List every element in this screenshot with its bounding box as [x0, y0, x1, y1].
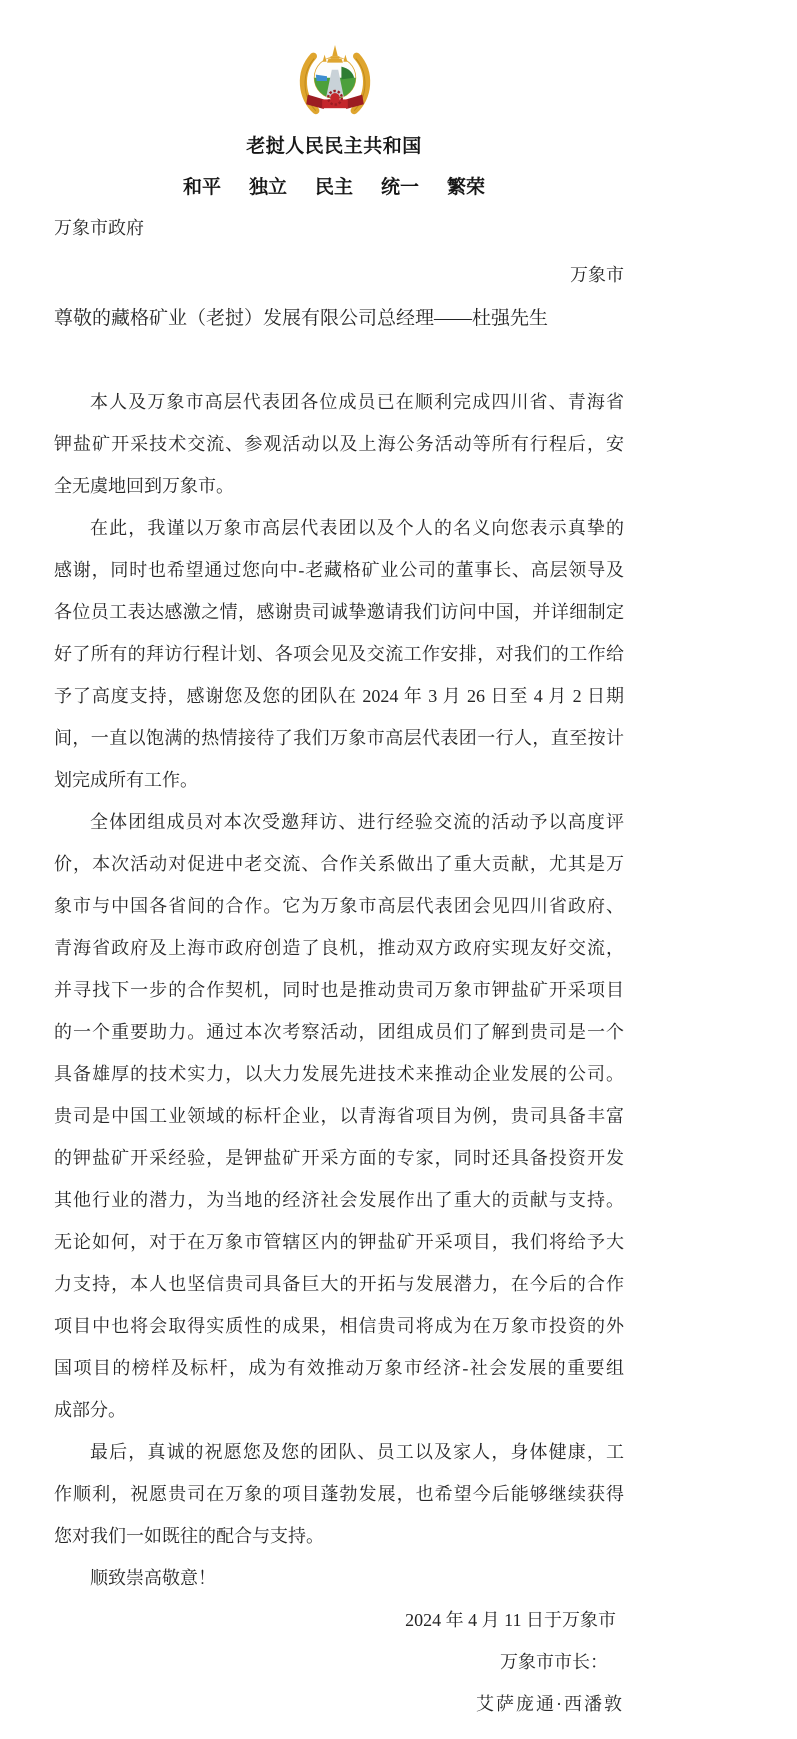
sender-organization: 万象市政府 — [54, 218, 144, 238]
body-line: 全无虞地回到万象市。 — [54, 476, 234, 496]
motto-word-democracy: 民主 — [314, 177, 353, 198]
national-motto — [0, 175, 668, 201]
paragraph — [54, 1431, 624, 1557]
body-line: 全体团组成员对本次受邀拜访、进行经验交流的活动予以高度评 — [90, 812, 624, 832]
city-line: 万象市 — [570, 265, 624, 285]
date-place-line: 2024 年 4 月 11 日于万象市 — [405, 1610, 616, 1630]
body-line: 在此，我谨以万象市高层代表团以及个人的名义向您表示真挚的 — [90, 518, 624, 538]
body-line: 各位员工表达感激之情，感谢贵司诚挚邀请我们访问中国，并详细制定 — [54, 602, 624, 622]
body-line: 予了高度支持，感谢您及您的团队在 2024 年 3 月 26 日至 4 月 2 日期 — [54, 686, 624, 706]
body-line: 项目中也将会取得实质性的成果，相信贵司将成为在万象市投资的外 — [54, 1316, 624, 1336]
body-line: 青海省政府及上海市政府创造了良机，推动双方政府实现友好交流， — [54, 938, 624, 958]
motto-word-independence: 独立 — [248, 177, 287, 198]
body-line: 好了所有的拜访行程计划、各项会见及交流工作安排，对我们的工作给 — [54, 644, 624, 664]
letter-body — [54, 381, 624, 1725]
body-line: 并寻找下一步的合作契机，同时也是推动贵司万象市钾盐矿开采项目 — [54, 980, 624, 1000]
body-line: 的钾盐矿开采经验，是钾盐矿开采方面的专家，同时还具备投资开发 — [54, 1148, 624, 1168]
body-line: 价，本次活动对促进中老交流、合作关系做出了重大贡献，尤其是万 — [54, 854, 624, 874]
body-line: 贵司是中国工业领域的标杆企业，以青海省项目为例，贵司具备丰富 — [54, 1106, 624, 1126]
body-line: 成部分。 — [54, 1400, 126, 1420]
body-line: 国项目的榜样及标杆，成为有效推动万象市经济-社会发展的重要组 — [54, 1358, 624, 1378]
motto-word-prosperity: 繁荣 — [447, 177, 486, 198]
body-line: 其他行业的潜力，为当地的经济社会发展作出了重大的贡献与支持。 — [54, 1190, 624, 1210]
paragraph — [54, 507, 624, 801]
body-line: 划完成所有工作。 — [54, 770, 198, 790]
body-line: 具备雄厚的技术实力，以大力发展先进技术来推动企业发展的公司。 — [54, 1064, 624, 1084]
body-line: 最后，真诚的祝愿您及您的团队、员工以及家人，身体健康，工 — [90, 1442, 624, 1462]
body-line: 间，一直以饱满的热情接待了我们万象市高层代表团一行人，直至按计 — [54, 728, 624, 748]
body-line: 无论如何，对于在万象市管辖区内的钾盐矿开采项目，我们将给予大 — [54, 1232, 624, 1252]
country-title: 老挝人民民主共和国 — [246, 136, 422, 157]
body-line: 力支持，本人也坚信贵司具备巨大的开拓与发展潜力，在今后的合作 — [54, 1274, 624, 1294]
body-line: 作顺利，祝愿贵司在万象的项目蓬勃发展，也希望今后能够继续获得 — [54, 1484, 624, 1504]
laos-national-emblem-icon — [295, 44, 375, 118]
body-line: 感谢，同时也希望通过您向中-老藏格矿业公司的董事长、高层领导及 — [54, 560, 624, 580]
letter-paragraphs — [54, 381, 624, 1557]
body-line: 钾盐矿开采技术交流、参观活动以及上海公务活动等所有行程后，安 — [54, 434, 624, 454]
motto-word-unity: 统一 — [381, 177, 420, 198]
salutation: 尊敬的藏格矿业（老挝）发展有限公司总经理——杜强先生 — [54, 308, 549, 329]
closing-salute: 顺致崇高敬意！ — [90, 1568, 216, 1588]
body-line: 您对我们一如既往的配合与支持。 — [54, 1526, 324, 1546]
signer-title: 万象市市长： — [500, 1652, 608, 1672]
paragraph — [54, 381, 624, 507]
paragraph — [54, 801, 624, 1431]
body-line: 象市与中国各省间的合作。它为万象市高层代表团会见四川省政府、 — [54, 896, 624, 916]
body-line: 本人及万象市高层代表团各位成员已在顺利完成四川省、青海省 — [90, 392, 624, 412]
body-line: 的一个重要助力。通过本次考察活动，团组成员们了解到贵司是一个 — [54, 1022, 624, 1042]
signer-name: 艾萨庞通·西潘敦 — [476, 1694, 624, 1714]
motto-word-peace: 和平 — [182, 177, 221, 198]
